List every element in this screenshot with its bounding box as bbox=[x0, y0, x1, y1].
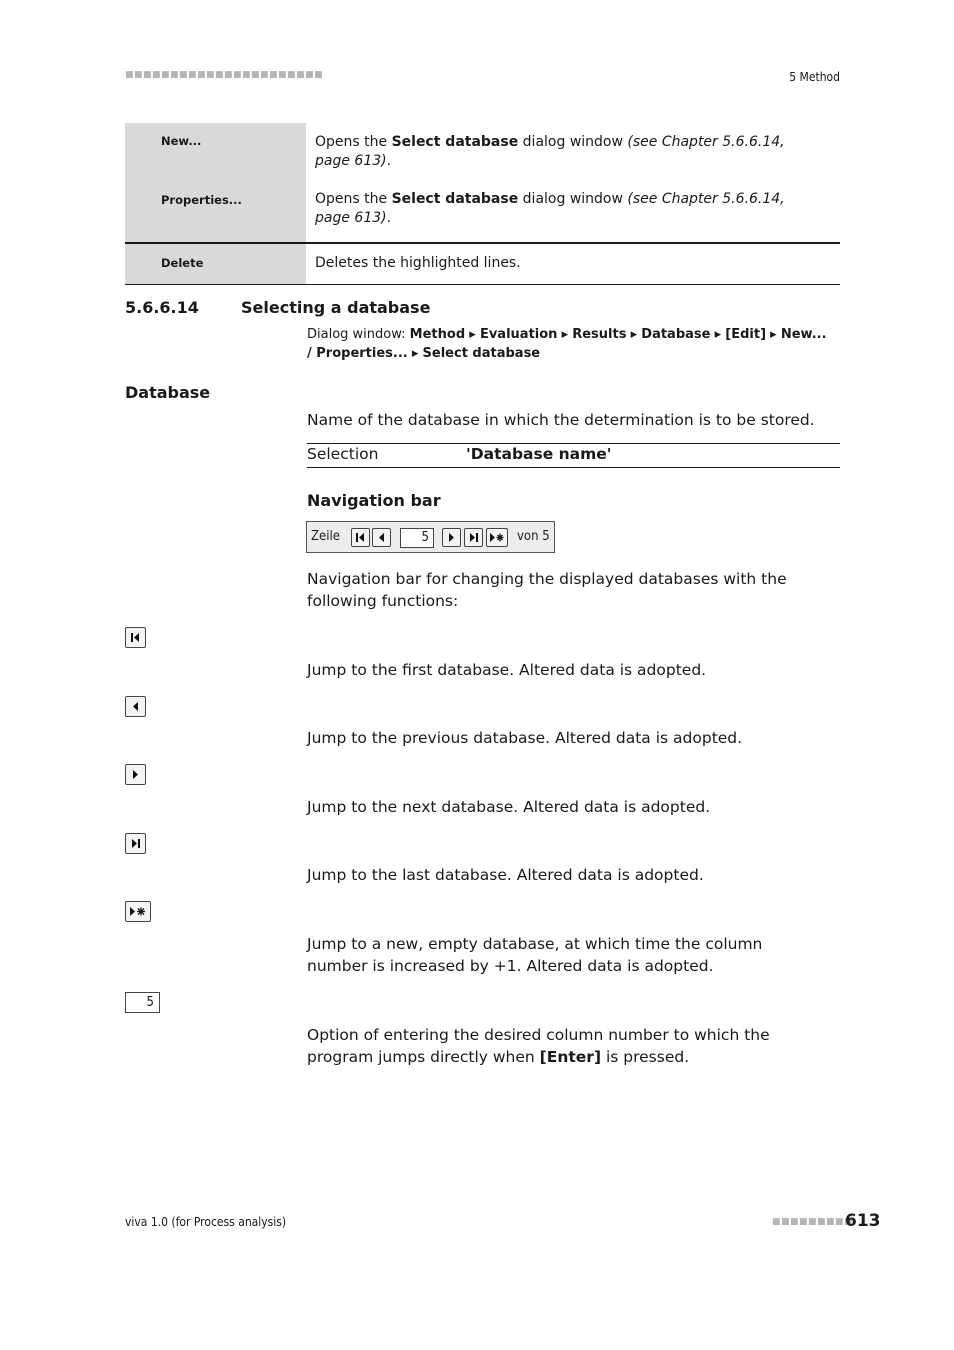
navigation-bar-description: Navigation bar for changing the displayed databases with the following functions: bbox=[307, 570, 787, 610]
footer-decoration: ■■■■■■■■■ bbox=[772, 1217, 854, 1227]
button-name: Properties... bbox=[125, 181, 306, 242]
chapter-title: 5 Method bbox=[789, 70, 840, 84]
function-description: Jump to the first database. Altered data is adopted. bbox=[307, 661, 707, 679]
row-number-field: 5 bbox=[125, 992, 160, 1013]
navigation-bar-heading: Navigation bar bbox=[307, 491, 441, 510]
button-name: New... bbox=[125, 123, 306, 181]
dialog-path: Dialog window: Method ▸ Evaluation ▸ Results ▸ Database ▸ [Edit] ▸ New... / Properties... ▸ Select database bbox=[307, 327, 827, 361]
table-row bbox=[125, 244, 840, 285]
database-description: Name of the database in which the determination is to be stored. bbox=[307, 411, 815, 429]
row-number-display: 5 bbox=[400, 528, 434, 548]
first-record-icon bbox=[351, 528, 370, 547]
selection-label: Selection bbox=[307, 445, 379, 463]
database-heading: Database bbox=[125, 383, 211, 402]
previous-record-icon bbox=[125, 696, 146, 717]
last-record-icon bbox=[464, 528, 483, 547]
row-label: Zeile bbox=[311, 529, 340, 544]
footer-product: viva 1.0 (for Process analysis) bbox=[125, 1215, 287, 1229]
next-record-icon bbox=[125, 764, 146, 785]
button-description: Opens the Select database dialog window (see Chapter 5.6.6.14, page 613). bbox=[315, 134, 785, 169]
page-number: 613 bbox=[845, 1211, 881, 1231]
function-description: Jump to the previous database. Altered data is adopted. bbox=[307, 729, 743, 747]
new-record-icon bbox=[486, 528, 508, 547]
function-description: Option of entering the desired column number to which the program jumps directly when [Enter] is pressed. bbox=[307, 1026, 770, 1066]
navigation-bar-image bbox=[306, 521, 555, 553]
row-count-label: von 5 bbox=[517, 529, 550, 544]
section-number: 5.6.6.14 bbox=[125, 298, 199, 317]
new-record-icon bbox=[125, 901, 151, 922]
button-description: Deletes the highlighted lines. bbox=[315, 255, 521, 271]
table-row bbox=[125, 181, 840, 244]
button-name: Delete bbox=[125, 244, 306, 284]
function-description: Jump to a new, empty database, at which time the column number is increased by +1. Altered data is adopted. bbox=[307, 935, 763, 975]
first-record-icon bbox=[125, 627, 146, 648]
previous-record-icon bbox=[372, 528, 391, 547]
next-record-icon bbox=[442, 528, 461, 547]
selection-table bbox=[307, 443, 840, 468]
button-table bbox=[125, 123, 840, 285]
button-description: Opens the Select database dialog window (see Chapter 5.6.6.14, page 613). bbox=[315, 191, 785, 226]
header-decoration: ■■■■■■■■■■■■■■■■■■■■■■ bbox=[125, 70, 324, 80]
table-row bbox=[125, 123, 840, 181]
section-title: Selecting a database bbox=[241, 298, 431, 317]
last-record-icon bbox=[125, 833, 146, 854]
function-description: Jump to the last database. Altered data is adopted. bbox=[307, 866, 704, 884]
selection-value: 'Database name' bbox=[466, 445, 612, 463]
function-description: Jump to the next database. Altered data is adopted. bbox=[307, 798, 711, 816]
